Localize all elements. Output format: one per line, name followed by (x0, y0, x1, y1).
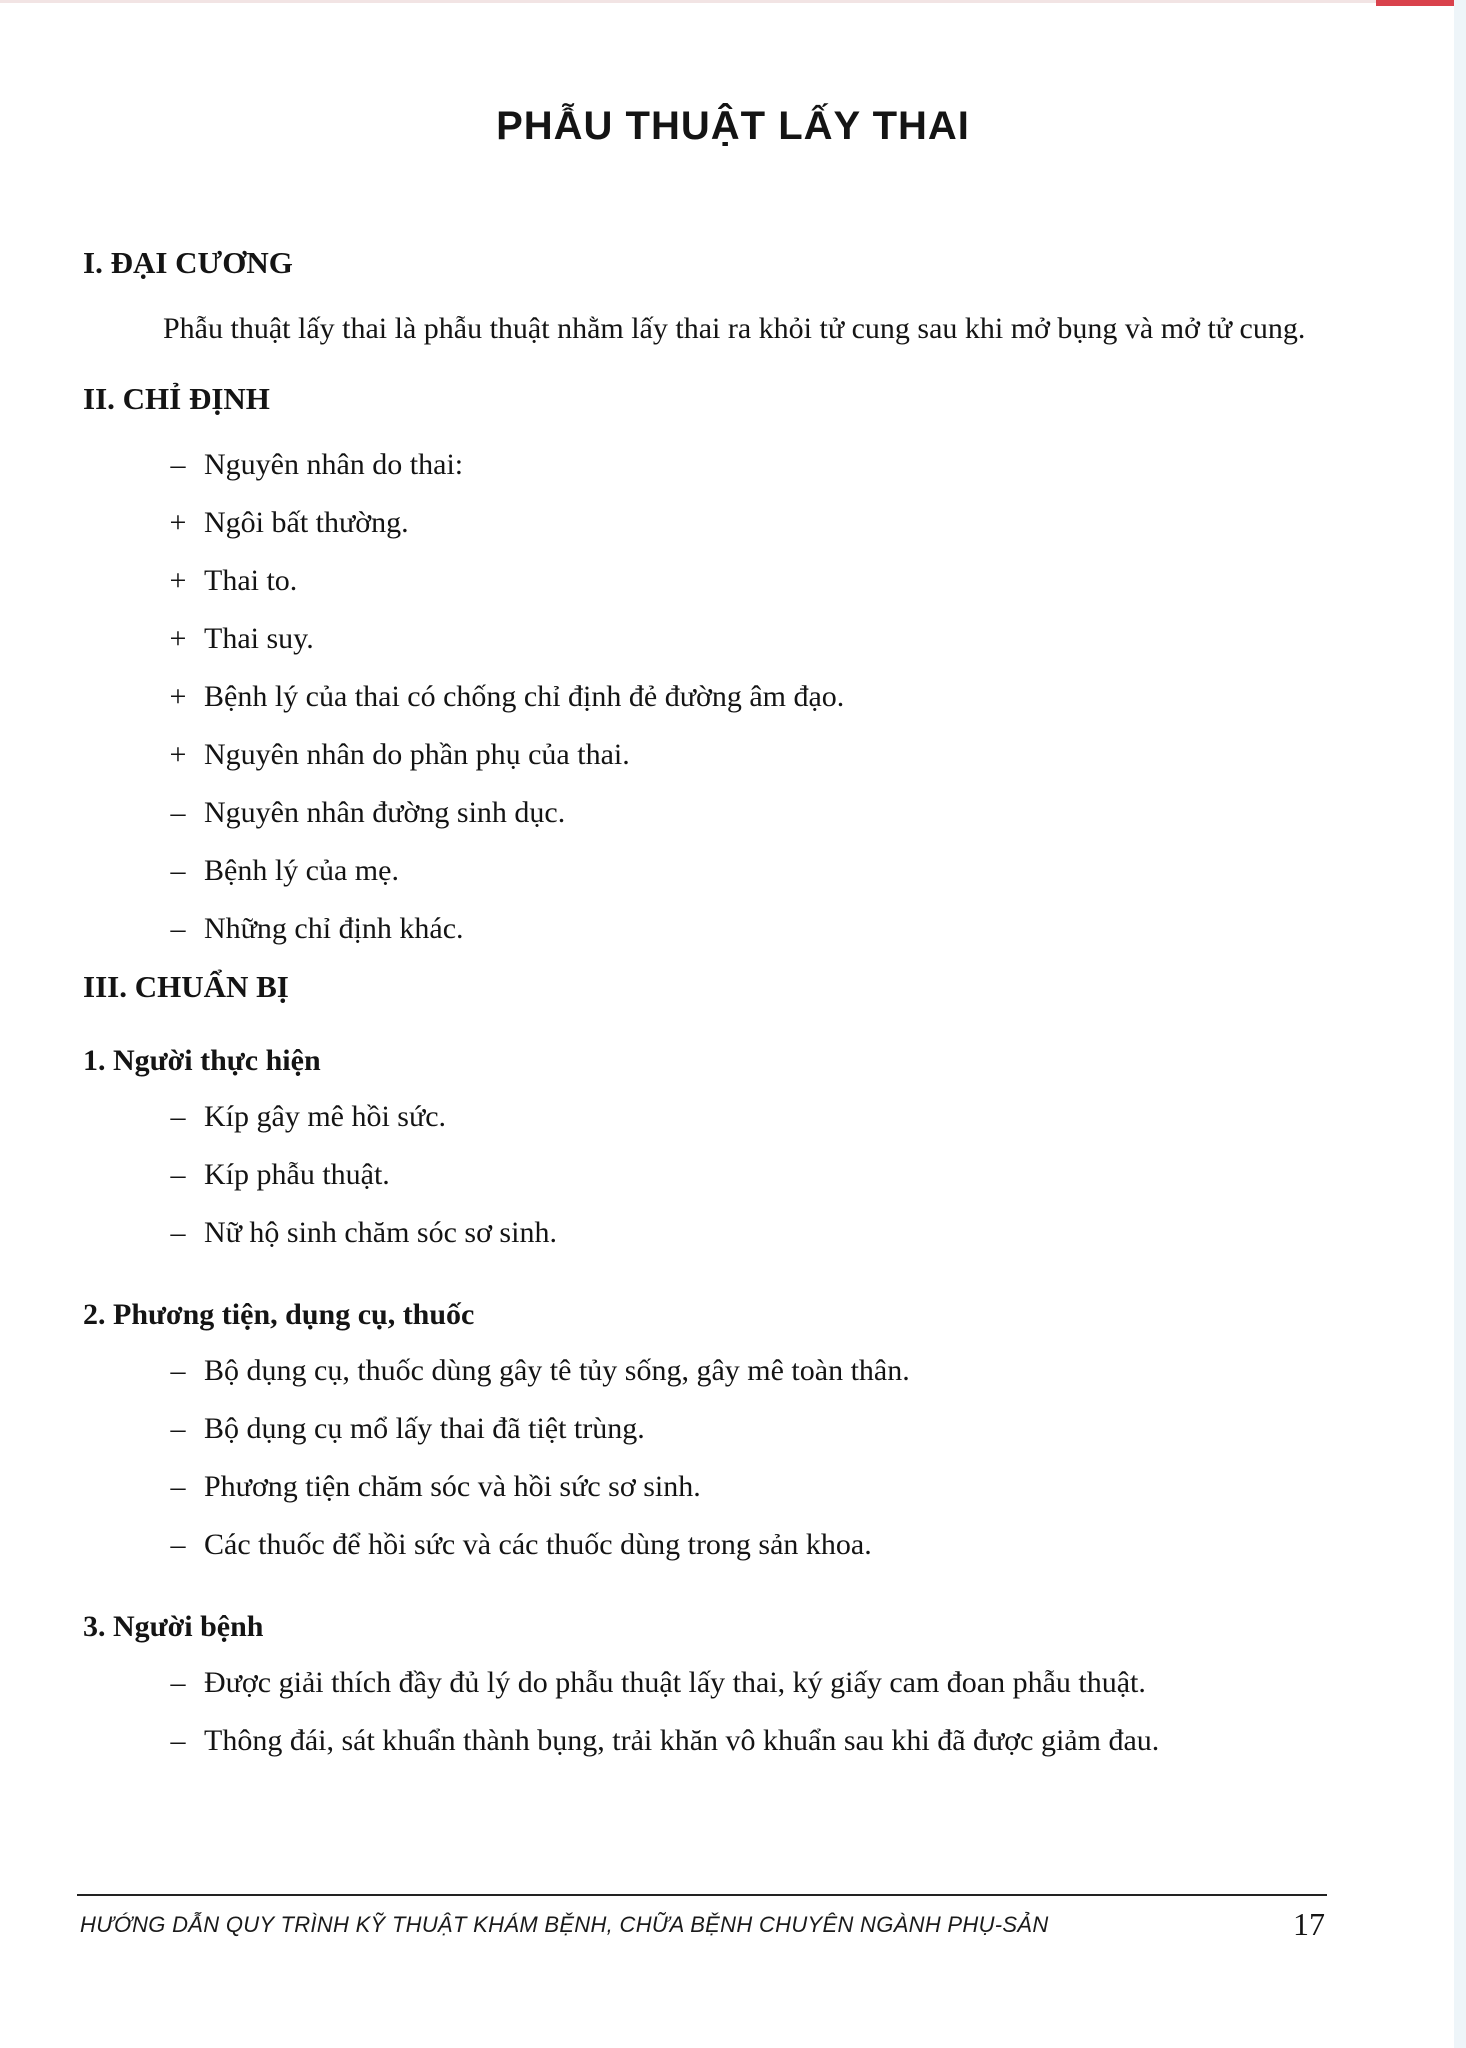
section-heading-preparation: III. CHUẨN BỊ (83, 969, 289, 1004)
list-item-text: Được giải thích đầy đủ lý do phẫu thuật lấy thai, ký giấy cam đoan phẫu thuật. (204, 1666, 1146, 1699)
list-item (83, 906, 1328, 964)
dash-marker: – (170, 1158, 186, 1191)
list-item (83, 500, 1328, 558)
list-item (83, 1406, 1328, 1464)
document-body (83, 240, 1328, 1776)
top-scan-edge (0, 0, 1466, 3)
footer-running-title: HƯỚNG DẪN QUY TRÌNH KỸ THUẬT KHÁM BỆNH, CHỮA BỆNH CHUYÊN NGÀNH PHỤ-SẢN (80, 1912, 1049, 1937)
right-scan-edge (1454, 0, 1466, 2048)
performers-list (83, 1094, 1328, 1268)
plus-marker: + (169, 564, 187, 597)
page-number: 17 (1293, 1906, 1325, 1942)
list-item (83, 790, 1328, 848)
list-item-text: Phương tiện chăm sóc và hồi sức sơ sinh. (204, 1470, 701, 1503)
list-item-text: Những chỉ định khác. (204, 912, 464, 945)
list-item-text: Nguyên nhân do thai: (204, 448, 464, 481)
list-item (83, 558, 1328, 616)
section-preparation (83, 964, 1328, 1776)
section-heading-general: I. ĐẠI CƯƠNG (83, 245, 293, 280)
list-item-text: Bộ dụng cụ mổ lấy thai đã tiệt trùng. (204, 1412, 645, 1445)
list-item (83, 732, 1328, 790)
list-item-text: Ngôi bất thường. (204, 506, 409, 539)
section-heading-indications: II. CHỈ ĐỊNH (83, 381, 270, 416)
list-item-text: Nguyên nhân đường sinh dục. (204, 796, 566, 829)
dash-marker: – (170, 1470, 186, 1503)
dash-marker: – (170, 1724, 186, 1757)
list-item (83, 1152, 1328, 1210)
section-general (83, 240, 1328, 352)
dash-marker: – (170, 1412, 186, 1445)
dash-marker: – (170, 448, 186, 481)
plus-marker: + (169, 506, 187, 539)
list-item (83, 1464, 1328, 1522)
list-item-text: Nữ hộ sinh chăm sóc sơ sinh. (204, 1216, 557, 1249)
dash-marker: – (170, 1666, 186, 1699)
list-item-text: Bệnh lý của thai có chống chỉ định đẻ đường âm đạo. (204, 680, 845, 713)
dash-marker: – (170, 1216, 186, 1249)
subsection-heading-equipment: 2. Phương tiện, dụng cụ, thuốc (83, 1298, 475, 1331)
list-item (83, 674, 1328, 732)
plus-marker: + (169, 680, 187, 713)
list-item-text: Nguyên nhân do phần phụ của thai. (204, 738, 630, 771)
equipment-list (83, 1348, 1328, 1580)
list-item-text: Kíp gây mê hồi sức. (204, 1100, 447, 1133)
document-title: PHẪU THUẬT LẤY THAI (496, 104, 970, 148)
dash-marker: – (170, 1528, 186, 1561)
plus-marker: + (169, 622, 187, 655)
list-item-text: Thai to. (204, 564, 298, 597)
list-item-text: Bộ dụng cụ, thuốc dùng gây tê tủy sống, gây mê toàn thân. (204, 1354, 910, 1387)
list-item-text: Các thuốc để hồi sức và các thuốc dùng trong sản khoa. (204, 1528, 872, 1561)
footer-divider (77, 1894, 1327, 1896)
dash-marker: – (170, 796, 186, 829)
list-item (83, 1718, 1328, 1776)
list-item (83, 616, 1328, 674)
dash-marker: – (170, 854, 186, 887)
corner-color-mark (1376, 0, 1466, 6)
subsection-heading-patient: 3. Người bệnh (83, 1610, 264, 1643)
dash-marker: – (170, 1100, 186, 1133)
list-item (83, 1348, 1328, 1406)
list-item (83, 848, 1328, 906)
subsection-heading-performers: 1. Người thực hiện (83, 1044, 321, 1077)
dash-marker: – (170, 1354, 186, 1387)
dash-marker: – (170, 912, 186, 945)
list-item (83, 1210, 1328, 1268)
list-item-text: Kíp phẫu thuật. (204, 1158, 390, 1191)
list-item-text: Bệnh lý của mẹ. (204, 854, 399, 887)
indications-list (83, 442, 1328, 964)
list-item-text: Thông đái, sát khuẩn thành bụng, trải khăn vô khuẩn sau khi đã được giảm đau. (204, 1724, 1160, 1757)
general-paragraph: Phẫu thuật lấy thai là phẫu thuật nhằm lấy thai ra khỏi tử cung sau khi mở bụng và mở tử cung. (163, 312, 1306, 345)
list-item-text: Thai suy. (204, 622, 314, 655)
list-item (83, 1522, 1328, 1580)
patient-list (83, 1660, 1328, 1776)
list-item (83, 1660, 1328, 1718)
section-indications (83, 376, 1328, 964)
list-item (83, 442, 1328, 500)
plus-marker: + (169, 738, 187, 771)
list-item (83, 1094, 1328, 1152)
